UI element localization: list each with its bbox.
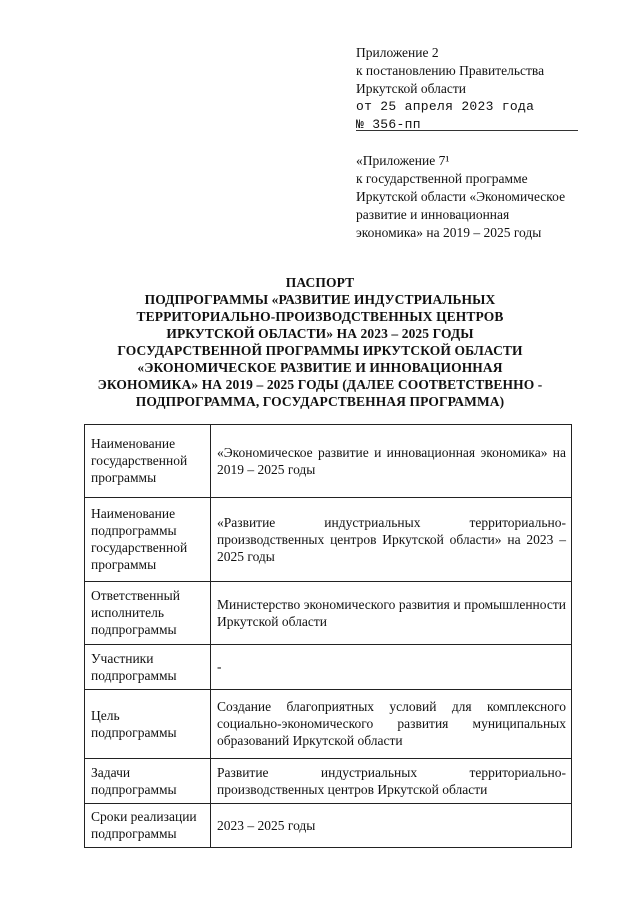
table-row xyxy=(85,498,572,582)
title-line: ПОДПРОГРАММЫ «РАЗВИТИЕ ИНДУСТРИАЛЬНЫХ xyxy=(144,292,496,307)
title-line: ПАСПОРТ xyxy=(285,275,355,290)
title-line: ЭКОНОМИКА» НА 2019 – 2025 ГОДЫ (ДАЛЕЕ СООТВЕТСТВЕННО - xyxy=(97,377,543,392)
row-label: Наименование подпрограммы государственной программы xyxy=(85,498,211,582)
row-value: «Развитие индустриальных территориально-производственных центров Иркутской области» на 2023 – 2025 годы xyxy=(211,498,572,582)
appendix-block xyxy=(356,44,596,134)
appendix-divider xyxy=(356,130,578,131)
title-line: «ЭКОНОМИЧЕСКОЕ РАЗВИТИЕ И ИННОВАЦИОННАЯ xyxy=(137,360,503,375)
appendix-line: Иркутской области xyxy=(356,81,467,96)
reference-line: развитие и инновационная xyxy=(356,207,510,222)
title-line: ПОДПРОГРАММА, ГОСУДАРСТВЕННАЯ ПРОГРАММА) xyxy=(135,394,505,409)
row-label: Цель подпрограммы xyxy=(85,690,211,759)
appendix-line: к постановлению Правительства xyxy=(356,63,545,78)
row-label: Участники подпрограммы xyxy=(85,645,211,690)
title-line: ТЕРРИТОРИАЛЬНО-ПРОИЗВОДСТВЕННЫХ ЦЕНТРОВ xyxy=(136,309,504,324)
reference-line: к государственной программе xyxy=(356,171,528,186)
table-row xyxy=(85,759,572,804)
title-line: ИРКУТСКОЙ ОБЛАСТИ» НА 2023 – 2025 ГОДЫ xyxy=(166,326,474,341)
row-label: Сроки реализации подпрограммы xyxy=(85,804,211,848)
title-line: ГОСУДАРСТВЕННОЙ ПРОГРАММЫ ИРКУТСКОЙ ОБЛАСТИ xyxy=(117,343,523,358)
row-value: Министерство экономического развития и промышленности Иркутской области xyxy=(211,582,572,645)
reference-line: Иркутской области «Экономическое xyxy=(356,189,566,204)
row-value: Развитие индустриальных территориально-производственных центров Иркутской области xyxy=(211,759,572,804)
row-label: Задачи подпрограммы xyxy=(85,759,211,804)
reference-block xyxy=(356,152,606,242)
table-row xyxy=(85,425,572,498)
passport-title xyxy=(60,274,580,410)
row-value: - xyxy=(211,645,572,690)
row-value: 2023 – 2025 годы xyxy=(211,804,572,848)
appendix-title: Приложение 2 xyxy=(356,45,439,60)
table-row xyxy=(85,804,572,848)
appendix-number: № 356-пп xyxy=(356,117,421,132)
row-value: Создание благоприятных условий для комплексного социально-экономического развития муниципальных образований Иркутской области xyxy=(211,690,572,759)
row-value: «Экономическое развитие и инновационная экономика» на 2019 – 2025 годы xyxy=(211,425,572,498)
reference-line: «Приложение 7¹ xyxy=(356,153,450,168)
passport-table xyxy=(84,424,572,848)
row-label: Наименование государственной программы xyxy=(85,425,211,498)
row-label: Ответственный исполнитель подпрограммы xyxy=(85,582,211,645)
table-row xyxy=(85,645,572,690)
table-row xyxy=(85,690,572,759)
reference-line: экономика» на 2019 – 2025 годы xyxy=(356,225,542,240)
table-row xyxy=(85,582,572,645)
appendix-date: от 25 апреля 2023 года xyxy=(356,99,535,114)
